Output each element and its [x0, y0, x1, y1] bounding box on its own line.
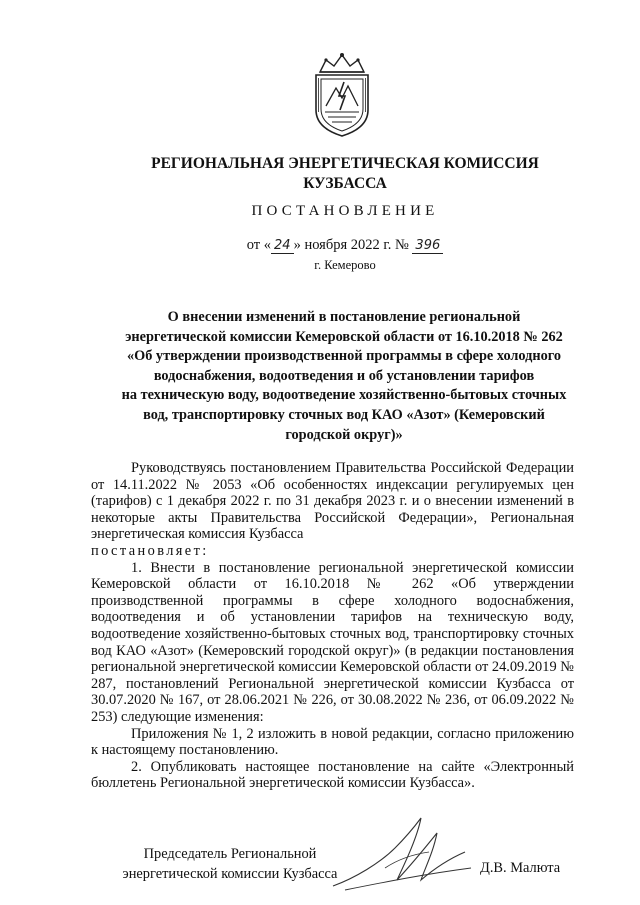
- title-line: энергетической комиссии Кемеровской области от 16.10.2018 № 262: [125, 328, 563, 345]
- organization-name: [120, 154, 570, 194]
- organization-name-line2: КУЗБАССА: [303, 175, 387, 192]
- signatory-name: Д.В. Малюта: [480, 860, 561, 876]
- title-line: вод, транспортировку сточных вод КАО «Азот» (Кемеровский: [143, 406, 545, 423]
- title-line: городской округ)»: [285, 426, 403, 443]
- preamble-paragraph: Руководствуясь постановлением Правительства Российской Федерации от 14.11.2022 № 2053 «Об особенностях индексации регулируемых цен (тарифов) с 1 декабря 2022 г. по 31 декабря 2023 г. и о внесении изменений в некоторые акты Правительства Российской Федерации», Региональная энергетическая комиссия Кузбасса: [91, 460, 574, 543]
- date-line: [120, 236, 570, 254]
- signatory-position: [100, 844, 360, 884]
- date-day: 24: [271, 239, 294, 254]
- document-type: ПОСТАНОВЛЕНИЕ: [251, 203, 439, 219]
- document-title: [84, 308, 604, 445]
- organization-name-line1: РЕГИОНАЛЬНАЯ ЭНЕРГЕТИЧЕСКАЯ КОМИССИЯ: [151, 155, 539, 172]
- item-2-paragraph: 2. Опубликовать настоящее постановление на сайте «Электронный бюллетень Региональной энергетической комиссии Кузбасса».: [91, 758, 574, 792]
- date-prefix: от «: [246, 237, 272, 253]
- title-line: О внесении изменений в постановление региональной: [167, 309, 521, 325]
- item-1-paragraph: 1. Внести в постановление региональной энергетической комиссии Кемеровской области от 16.10.2018 № 262 «Об утверждении производственной программы в сфере холодного водоснабжения, водоотведения и об установлении тарифов на техническую воду, водоотведение хозяйственно-бытовых сточных вод, транспортировку сточных вод КАО «Азот» (Кемеровский городской округ)» (в редакции постановления региональной энергетической комиссии Кемеровской области от 24.09.2019 № 287, постановлений Региональной энергетической комиссии Кузбасса от 30.07.2020 № 167, от 28.06.2021 № 226, от 30.08.2022 № 236, от 06.09.2022 № 253) следующие изменения:: [91, 559, 574, 725]
- resolves-word: постановляет:: [91, 542, 209, 559]
- signatory-position-line1: Председатель Региональной: [143, 846, 317, 862]
- title-line: «Об утверждении производственной программы в сфере холодного: [126, 348, 562, 365]
- title-line: водоснабжения, водоотведения и об установлении тарифов: [153, 367, 535, 384]
- city: г. Кемерово: [314, 258, 376, 272]
- signatory-position-line2: энергетической комиссии Кузбасса: [122, 866, 338, 882]
- document-number: 396: [412, 239, 443, 254]
- document-body: [91, 460, 574, 792]
- date-suffix: » ноября 2022 г. №: [293, 237, 409, 253]
- title-line: на техническую воду, водоотведение хозяйственно-бытовых сточных: [121, 387, 567, 404]
- kuzbass-coat-of-arms-icon: [306, 52, 378, 138]
- item-1-sub-paragraph: Приложения № 1, 2 изложить в новой редакции, согласно приложению к настоящему постановлению.: [91, 725, 574, 759]
